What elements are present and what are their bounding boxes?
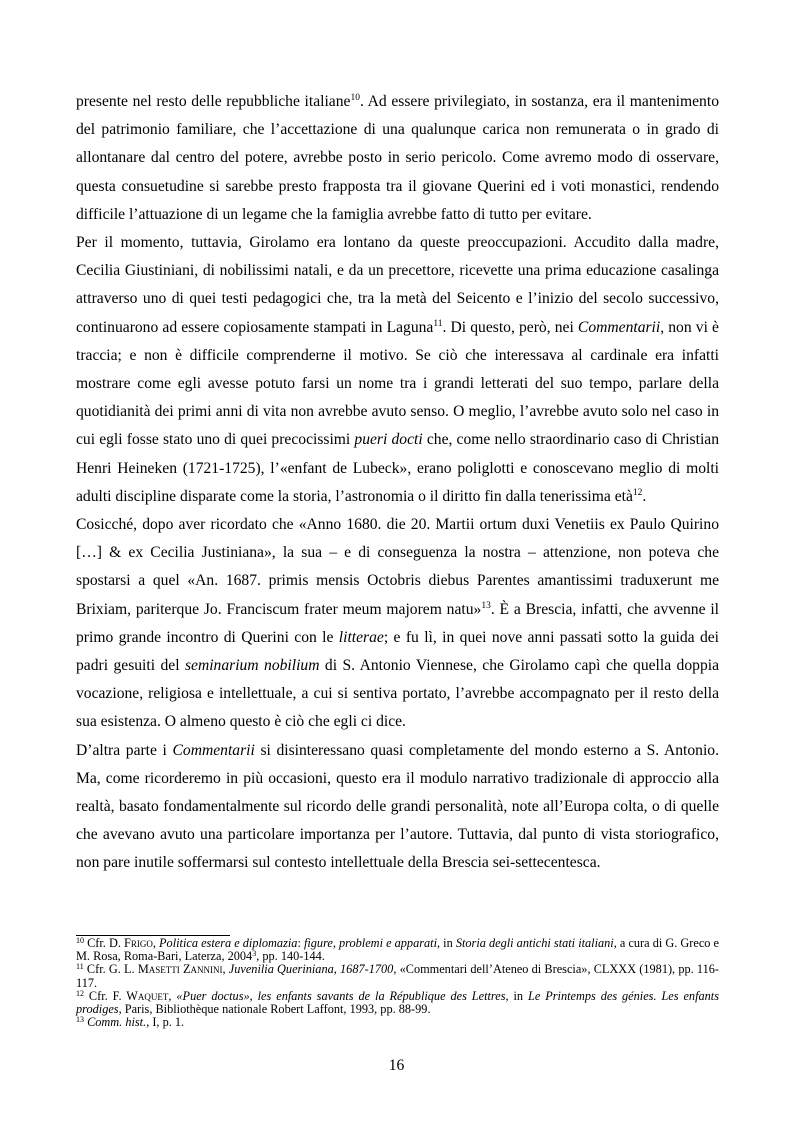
italic-title: Juvenilia Queriniana, 1687-1700	[228, 962, 394, 977]
footnote-number: 11	[76, 962, 84, 972]
paragraph-1	[76, 88, 719, 229]
text-run: ; e fu lì, in quei nove anni passati sotto la guida dei padri gesuiti del	[76, 628, 719, 675]
text-run: . Ad essere privilegiato, in sostanza, era il mantenimento del patrimonio familiare, che l’accettazione di una qualunque carica non remunerata o in grado di allontanare dal centro del potere, avrebbe posto in serio pericolo. Come avremo modo di osservare, questa consuetudine si sarebbe presto frapposta tra il giovane Querini ed i voti monastici, rendendo difficile l’attuazione di un legame che la famiglia avrebbe fatto di tutto per evitare.	[76, 93, 719, 223]
text-run: , a cura di G. Greco e M. Rosa, Roma-Bari, Laterza, 2004	[76, 936, 720, 964]
paragraph-2	[76, 229, 719, 511]
italic-title: Politica estera e diplomazia	[159, 936, 298, 950]
text-run: Per il momento, tuttavia, Girolamo era lontano da queste preoccupazioni. Accudito dalla madre, Cecilia Giustiniani, di nobilissimi natali, e da un precettore, ricevette una prima educazione casalinga attraverso uno di quei testi pedagogici che, tra la metà del Seicento e l’inizio del secolo successivo, continuarono ad essere copiosamente stampati in Laguna	[76, 234, 719, 336]
text-run: D’altra parte i	[76, 741, 173, 759]
footnote-number: 12	[76, 988, 84, 998]
author-smallcaps: annini	[190, 962, 223, 977]
text-run: , Paris, Bibliothèque nationale Robert Laffont, 1993, pp. 88-99.	[118, 1002, 431, 1017]
italic-title: «Puer doctus», les enfants savants de la République des Lettres	[176, 988, 506, 1003]
text-run: .	[642, 487, 647, 505]
italic-term: pueri docti	[354, 431, 423, 449]
text-run: ,	[222, 962, 229, 977]
text-run: Z	[179, 962, 191, 977]
text-run: , in	[505, 988, 528, 1003]
main-text	[76, 88, 719, 878]
text-run: ,	[168, 988, 177, 1003]
edition-superscript: 3	[252, 949, 257, 959]
text-run: . Di questo, però, nei	[442, 318, 578, 336]
text-run: , pp. 140-144.	[256, 949, 325, 964]
author-smallcaps: aquet	[137, 988, 169, 1003]
footnote-number: 10	[76, 936, 84, 945]
text-run: si disinteressano quasi completamente del mondo esterno a S. Antonio. Ma, come ricorderemo in più occasioni, questo era il modulo narrativo tradizionale di approccio alla realtà, basato fondamentalmente sul ricordo delle grandi personalità, note all’Europa colta, o di quelle che avevano avuto una particolare importanza per l’autore. Tuttavia, dal punto di vista storiografico, non pare inutile soffermarsi sul contesto intellettuale della Brescia sei-settecentesca.	[76, 741, 719, 872]
text-run: che, come nello straordinario caso di Christian Henri Heineken (1721-1725), l’«enfant de Lubeck», erano poliglotti e conoscevano meglio di molti adulti discipline disparate come la storia, l’astronomia o il diritto fin dalla tenerissima età	[76, 431, 719, 505]
footnote-ref-13[interactable]: 13	[481, 600, 491, 611]
author-smallcaps: asetti	[148, 962, 180, 977]
author-smallcaps: rigo	[130, 936, 153, 950]
italic-title: Storia degli antichi stati italiani	[455, 936, 614, 950]
footnote-13	[76, 1016, 719, 1029]
page-number: 16	[388, 1057, 405, 1074]
text-run: Cfr. D. F	[84, 936, 131, 950]
footnote-12	[76, 990, 719, 1016]
text-run: Cfr. F. W	[84, 988, 138, 1003]
text-run: di S. Antonio Viennese, che Girolamo capì che quella doppia vocazione, religiosa e intellettuale, a cui si sentiva portato, l’avrebbe accompagnato per il resto della sua esistenza. O almeno questo è ciò che egli ci dice.	[76, 657, 719, 731]
italic-title: Le Printemps des génies. Les enfants prodiges	[76, 988, 719, 1017]
italic-term: seminarium nobilium	[184, 657, 320, 675]
text-run: Cfr. G. L. M	[83, 962, 149, 977]
italic-term: litterae	[338, 628, 384, 646]
footnote-10	[76, 937, 719, 963]
paragraph-4	[76, 737, 719, 878]
text-run: . È a Brescia, infatti, che avvenne il primo grande incontro di Querini con le	[76, 600, 719, 646]
italic-title: figure, problemi e apparati	[303, 936, 437, 950]
footnotes	[76, 937, 719, 1029]
paragraph-3	[76, 511, 719, 737]
text-run: , I, p. 1.	[146, 1015, 185, 1030]
footnote-ref-11[interactable]: 11	[433, 318, 443, 329]
footnote-11	[76, 963, 719, 989]
footnote-ref-12[interactable]: 12	[632, 487, 643, 498]
italic-title: Comm. hist.	[84, 1015, 147, 1030]
text-run: :	[297, 936, 304, 950]
text-run: ,	[152, 936, 160, 950]
text-run: , non vi è traccia; e non è difficile comprenderne il motivo. Se ciò che interessava al cardinale era infatti mostrare come egli avesse potuto farsi un nome tra i grandi letterati del suo tempo, parlare della quotidianità dei primi anni di vita non avrebbe avuto senso. O meglio, l’avrebbe avuto solo nel caso in cui egli fosse stato uno di quei precocissimi	[76, 318, 719, 449]
text-run: , «Commentari dell’Ateneo di Brescia», CLXXX (1981), pp. 116-117.	[76, 962, 719, 990]
footnote-number: 13	[76, 1015, 84, 1025]
text-run: , in	[437, 936, 456, 950]
italic-title: Commentarii	[172, 741, 255, 759]
footnote-ref-10[interactable]: 10	[350, 93, 360, 103]
text-run: Cosicché, dopo aver ricordato che «Anno 1680. die 20. Martii ortum duxi Venetiis ex Paulo Quirino […] & ex Cecilia Justiniana», la sua – e di conseguenza la nostra – attenzione, non poteva che spostarsi a quel «An. 1687. primis mensis Octobris diebus Parentes amantissimi traduxerunt me Brixiam, pariterque Jo. Franciscum frater meum majorem natu»	[76, 516, 719, 618]
text-run: presente nel resto delle repubbliche italiane	[76, 93, 351, 110]
italic-title: Commentarii	[577, 318, 661, 336]
